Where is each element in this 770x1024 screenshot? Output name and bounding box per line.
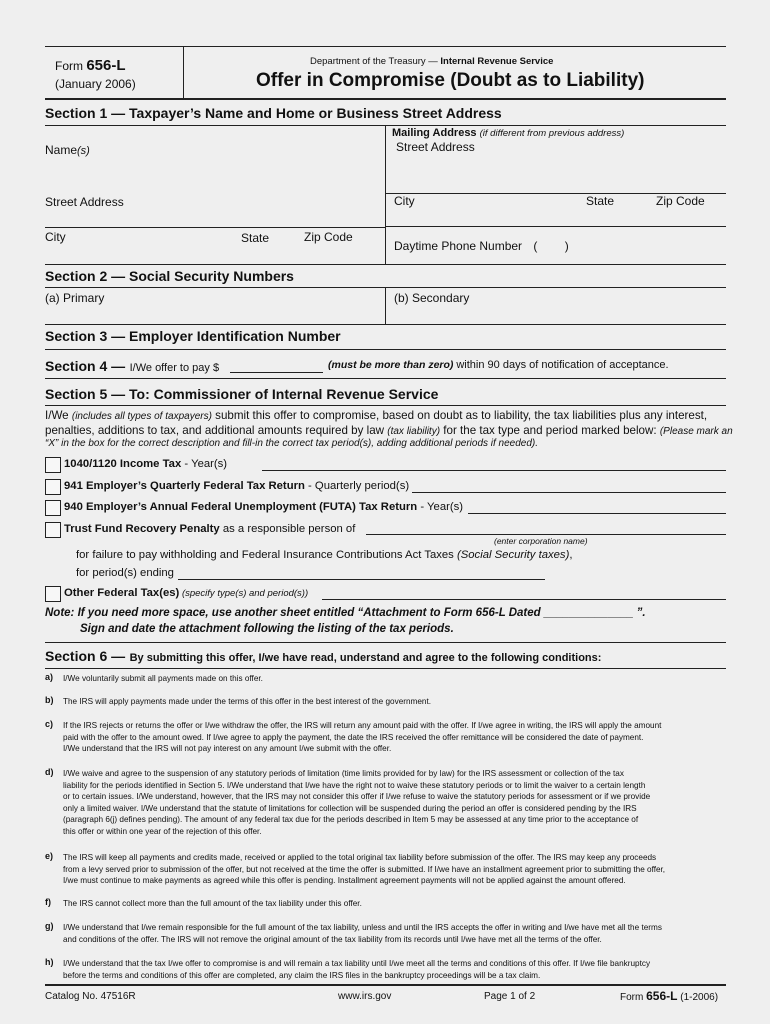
condition-text [63,768,723,838]
offer-amount-field[interactable] [230,372,323,373]
catalog-number: Catalog No. 47516R [45,991,136,1002]
phone-label: Daytime Phone Number [394,239,523,253]
footer-rule [45,984,726,986]
income-tax-year-field[interactable] [262,470,726,471]
trust-fund-checkbox[interactable] [45,522,61,538]
phone-paren-close: ) [564,239,569,253]
section5-bottom-rule [45,642,726,643]
other-tax-field[interactable] [322,599,726,600]
corporation-name-note: (enter corporation name) [494,536,588,546]
condition-line: liability for the periods identified in Section 5. I/We understand that I/we have the right not to waive these statutory periods or to limit the waiver to a certain length [63,780,646,790]
condition-text [63,852,723,887]
section2-title: Section 2 — Social Security Numbers [45,268,294,284]
top-rule [45,46,726,47]
trust-fund-bold: Trust Fund Recovery Penalty [64,523,220,535]
street-address-field[interactable]: Street Address [45,195,124,209]
offer-amount-label: I/We offer to pay $ [129,362,220,374]
condition-text [63,696,723,708]
condition-line: If the IRS rejects or returns the offer or I/we withdraw the offer, the IRS will return any amount paid with the offer. If I/we agree in writing, the IRS will apply the amount [63,721,662,730]
zip-code-field[interactable]: Zip Code [304,230,353,244]
condition-letter: h) [45,957,54,967]
other-tax-bold: Other Federal Tax(es) [64,587,180,599]
attachment-note: Note: If you need more space, use another sheet entitled “Attachment to Form 656-L Dated ______________ ”. [45,607,646,619]
employer-quarterly-label [64,480,409,492]
income-tax-label [64,458,227,470]
section2-divider [385,287,386,324]
section3-title: Section 3 — Employer Identification Number [45,328,341,344]
mailing-address-label: Mailing Address [392,127,477,139]
footer-form-id [620,989,718,1003]
ssn-secondary-field[interactable]: (b) Secondary [394,291,470,305]
section4-title: Section 4 — [45,358,126,374]
names-suffix: (s) [77,145,90,157]
intro-taxpayer-types: (includes all types of taxpayers) [71,411,212,422]
condition-letter: c) [45,719,54,729]
condition-line: from a levy served prior to submission of the offer, but not received at the time the offer is submitted. If I/we have an installment agreement prior to submitting the offer, [63,864,666,874]
condition-line: I/We voluntarily submit all payments made on this offer. [63,674,263,683]
income-tax-checkbox[interactable] [45,457,61,473]
section6-heading: By submitting this offer, I/we have read, understand and agree to the following conditions: [129,652,602,664]
offer-terms-text: within 90 days of notification of acceptance. [456,359,669,371]
failure-line [76,549,573,561]
header-bottom-rule [45,98,726,100]
section5-intro-line3: “X” in the box for the correct description and fill-in the correct tax period(s), adding additional periods if needed). [45,438,539,449]
condition-letter: b) [45,695,54,705]
section6-rule [45,668,726,669]
income-tax-bold: 1040/1120 Income Tax [64,458,182,470]
section3-rule [45,349,726,350]
header-divider [183,46,184,98]
condition-line: (paragraph 6(j) defines pending). The amount of any federal tax due for the periods described in Item 5 may be assessed at any time prior to the acceptance of [63,815,639,825]
futa-checkbox[interactable] [45,500,61,516]
daytime-phone-field[interactable] [394,239,569,253]
futa-year-label: - Year(s) [417,501,464,513]
section6-title [45,648,601,666]
section1-divider [385,125,386,265]
department-name: Department of the Treasury — [310,56,441,67]
mailing-state-field[interactable]: State [586,194,615,208]
condition-letter: g) [45,921,54,931]
offer-amount-note: (must be more than zero) [328,359,454,371]
form-revision: (January 2006) [55,77,136,91]
names-field[interactable] [45,143,90,157]
condition-line: I/we must continue to make payments as agreed while this offer is pending. Installment agreement payments will not be applied against the amount offered. [63,876,626,886]
department-line [310,56,553,67]
condition-line: I/We understand that I/we remain responsible for the full amount of the tax liability, unless and until the IRS accepts the offer in writing and I/we have met all the terms [63,923,662,932]
condition-line: I/We waive and agree to the suspension of any statutory periods of limitation (time limits provided for by law) for the IRS assessment or collection of the tax [63,769,624,778]
condition-text [63,958,723,981]
intro-tax-liability: (tax liability) [387,426,441,437]
failure-comma: , [569,549,573,561]
footer-form-rev: (1-2006) [680,992,719,1003]
condition-letter: e) [45,851,54,861]
condition-text [63,720,723,755]
condition-line: The IRS will keep all payments and credits made, received or applied to the total original tax liability before submission of the offer. The IRS may keep any proceeds [63,853,657,862]
section1-title: Section 1 — Taxpayer’s Name and Home or Business Street Address [45,105,502,121]
futa-year-field[interactable] [468,513,726,514]
trust-fund-label [64,523,355,535]
ssn-primary-field[interactable]: (a) Primary [45,291,105,305]
section1-bottom-rule [45,264,726,265]
section5-intro-line1 [45,409,707,422]
mailing-city-rule [385,226,726,227]
futa-label [64,501,463,513]
condition-text [63,898,723,910]
condition-text [63,922,723,945]
street-rule [45,227,385,228]
form-number: 656-L [86,57,126,74]
mailing-address-heading [392,127,624,139]
mailing-street-label[interactable]: Street Address [396,140,475,154]
condition-line: or to certain issues. I/We understand, however, that the IRS may not consider this offer if I/we refuse to waive the statutory periods for assessment or if we provide [63,792,651,802]
employer-quarterly-checkbox[interactable] [45,479,61,495]
social-security-taxes: (Social Security taxes) [456,549,570,561]
intro-tax-type: for the tax type and period marked below: [443,424,657,437]
responsible-person-label: as a responsible person of [219,523,356,535]
intro-text: submit this offer to compromise, based on doubt as to liability, the tax liabilities plus any interest, [215,409,708,422]
other-tax-checkbox[interactable] [45,586,61,602]
section4-rule [45,378,726,379]
section2-bottom-rule [45,324,726,325]
website-link[interactable]: www.irs.gov [338,991,392,1002]
attachment-sign-note: Sign and date the attachment following the listing of the tax periods. [80,623,454,635]
intro-we: I/We [45,409,69,422]
condition-letter: a) [45,672,54,682]
section5-rule [45,405,726,406]
section5-intro-line2 [45,424,733,437]
other-tax-label [64,587,308,599]
footer-form-label: Form [620,992,644,1003]
intro-penalties: penalties, additions to tax, and additional amounts required by law [45,424,385,437]
mailing-zip-field[interactable]: Zip Code [656,194,705,208]
condition-line: this offer or within one year of the rejection of this offer. [63,826,262,836]
mailing-address-note: (if different from previous address) [479,128,625,139]
condition-line: I/We understand that the tax I/we offer to compromise is and will remain a tax liability until I/we meet all the terms and conditions of this offer. If I/we file bankruptcy [63,959,651,968]
employer-quarterly-bold: 941 Employer’s Quarterly Federal Tax Return [64,480,305,492]
condition-letter: f) [45,897,51,907]
form-label: Form [55,59,83,73]
period-ending-label: for period(s) ending [76,567,174,579]
page-number: Page 1 of 2 [484,991,536,1002]
agency-name: Internal Revenue Service [440,56,554,67]
condition-line: only a limited waiver. I/We understand that the statute of limitations for collection will be suspended during the period an offer is considered pending by the IRS [63,803,637,813]
names-label: Name [45,143,78,157]
section5-title: Section 5 — To: Commissioner of Internal Revenue Service [45,386,439,402]
other-tax-specify: (specify type(s) and period(s)) [179,588,309,599]
condition-line: The IRS cannot collect more than the full amount of the tax liability under this offer. [63,899,362,908]
condition-letter: d) [45,767,54,777]
condition-line: before the terms and conditions of this offer are completed, any claim the IRS files in the bankruptcy proceedings will be a tax claim. [63,970,541,980]
section4-row [45,358,219,376]
section4-tail [328,359,669,371]
quarterly-period-label: - Quarterly period(s) [304,480,410,492]
corporation-name-field[interactable] [366,534,726,535]
intro-mark-instruction: (Please mark an [659,426,733,437]
condition-line: The IRS will apply payments made under the terms of this offer in the best interest of the government. [63,697,432,706]
failure-text: for failure to pay withholding and Federal Insurance Contributions Act Taxes [76,549,457,561]
quarterly-period-field[interactable] [412,492,726,493]
section6-label: Section 6 — [45,648,126,664]
footer-form-number: 656-L [646,989,678,1003]
condition-text [63,673,723,685]
state-field[interactable]: State [241,231,270,245]
condition-line: I/We understand that the IRS will not pay interest on any amount I/we submit with the offer. [63,744,392,754]
condition-line: and conditions of the offer. The IRS will not remove the original amount of the tax liability from its records until I/we have met all the terms of the offer. [63,934,602,944]
futa-bold: 940 Employer’s Annual Federal Unemployment (FUTA) Tax Return [64,501,418,513]
phone-paren-open: ( [533,239,538,253]
income-tax-year-label: - Year(s) [181,458,228,470]
period-ending-field[interactable] [178,579,545,580]
form-id [55,57,126,74]
condition-line: paid with the offer to the amount owed. If I/we agree to apply the payment, the date the IRS received the offer remittance will be considered the date of payment. [63,732,644,742]
city-field[interactable]: City [45,230,66,244]
form-title: Offer in Compromise (Doubt as to Liability) [256,70,645,91]
mailing-city-field[interactable]: City [394,194,415,208]
